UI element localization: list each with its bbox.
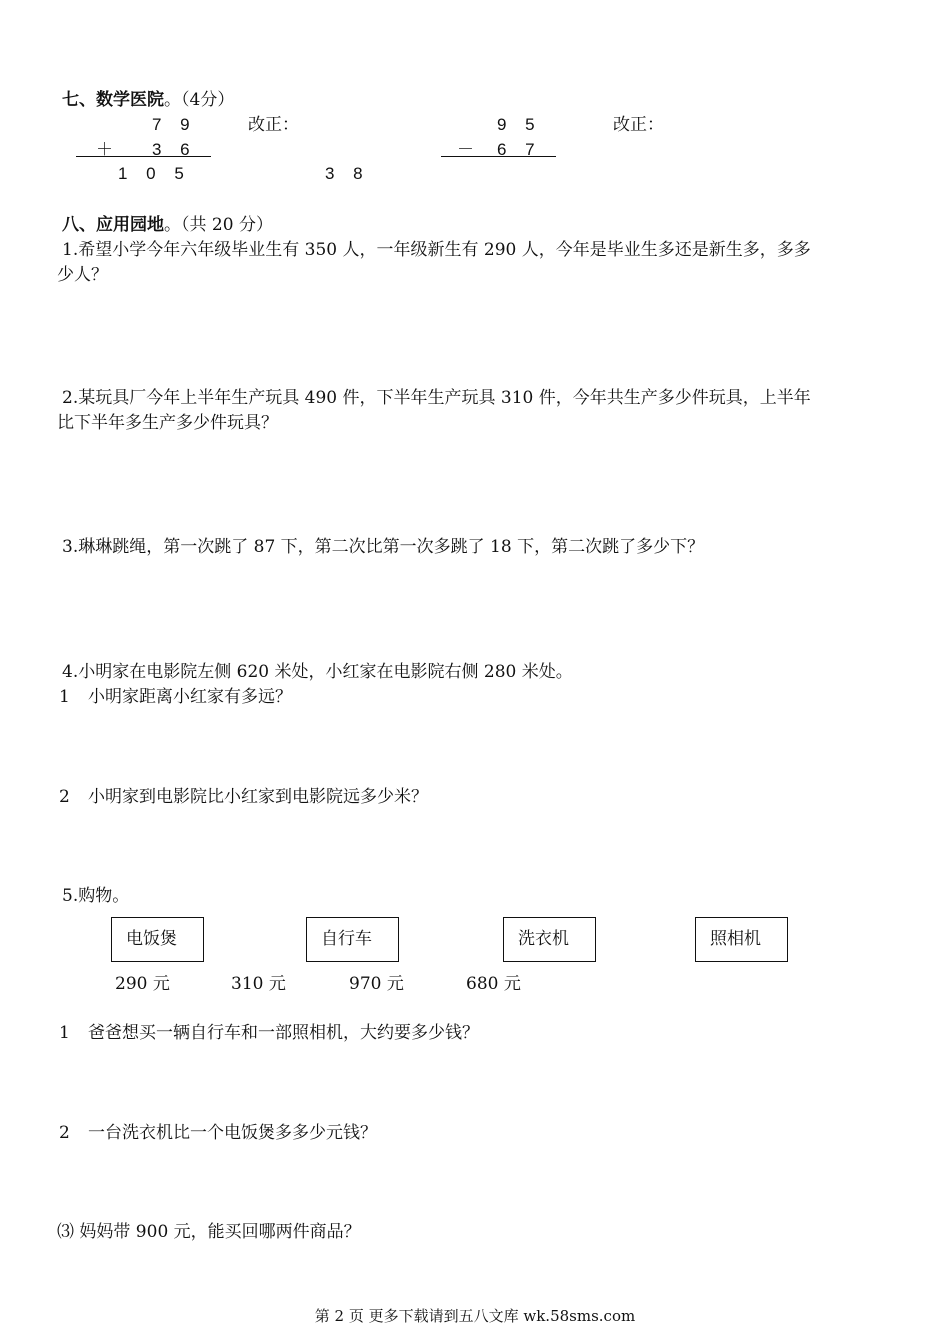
problem-b-result: 3 8 xyxy=(325,164,365,183)
q1-line2: 少人？ xyxy=(57,265,108,285)
item-box-washing-machine xyxy=(503,917,596,962)
problem-a-rule xyxy=(76,156,211,157)
q5-sub2-text: 一台洗衣机比一个电饭煲多多少元钱？ xyxy=(88,1123,377,1143)
problem-a-operator: ＋ xyxy=(96,140,113,160)
problem-b-bottom: 6 7 xyxy=(497,140,537,159)
q4-sub2-number: 2 xyxy=(59,787,70,807)
price-label: 680 元 xyxy=(466,974,521,994)
q4-line1: 4.小明家在电影院左侧 620 米处，小红家在电影院右侧 280 米处。 xyxy=(62,662,573,682)
item-box-bicycle xyxy=(306,917,399,962)
problem-b-top: 9 5 xyxy=(497,115,537,134)
section-7-heading xyxy=(62,89,234,111)
q5-title: 5.购物。 xyxy=(62,886,130,906)
item-box-rice-cooker xyxy=(111,917,204,962)
q4-sub1-text: 小明家距离小红家有多远？ xyxy=(88,687,292,707)
q3-line1: 3.琳琳跳绳，第一次跳了 87 下，第二次比第一次多跳了 18 下，第二次跳了多少下？ xyxy=(62,537,705,557)
problem-a-result: 1 0 5 xyxy=(118,164,186,183)
item-box-camera xyxy=(695,917,788,962)
q5-sub1-text: 爸爸想买一辆自行车和一部照相机，大约要多少钱？ xyxy=(88,1023,479,1043)
q5-sub3-text: ⑶ 妈妈带 900 元，能买回哪两件商品？ xyxy=(57,1222,361,1242)
problem-b-correction-label: 改正： xyxy=(613,115,664,135)
price-label: 310 元 xyxy=(231,974,286,994)
section-8-score: 。（共 20 分） xyxy=(164,215,273,235)
section-8-title: 八、应用园地 xyxy=(62,215,164,235)
q4-sub1-number: 1 xyxy=(59,687,70,707)
section-7-score: 。（4分） xyxy=(164,90,235,110)
q5-sub2-number: 2 xyxy=(59,1123,70,1143)
item-label: 照相机 xyxy=(710,929,761,949)
problem-a-correction-label: 改正： xyxy=(248,115,299,135)
item-label: 电饭煲 xyxy=(126,929,177,949)
section-7-title: 七、数学医院 xyxy=(62,90,164,110)
item-label: 洗衣机 xyxy=(518,929,569,949)
q4-sub2-text: 小明家到电影院比小红家到电影院远多少米？ xyxy=(88,787,428,807)
q1-line1: 1.希望小学今年六年级毕业生有 350 人，一年级新生有 290 人，今年是毕业生多还是新生多，多多 xyxy=(62,240,811,260)
item-label: 自行车 xyxy=(321,929,372,949)
q5-sub1-number: 1 xyxy=(59,1023,70,1043)
problem-b-rule xyxy=(441,156,556,157)
price-label: 970 元 xyxy=(349,974,404,994)
section-8-heading xyxy=(62,214,273,236)
problem-a-bottom: 3 6 xyxy=(152,140,192,159)
q2-line2: 比下半年多生产多少件玩具？ xyxy=(57,413,278,433)
page-footer: 第 2 页 更多下载请到五八文库 wk.58sms.com xyxy=(314,1307,636,1325)
problem-a-top: 7 9 xyxy=(152,115,192,134)
problem-b-operator: － xyxy=(457,140,474,160)
price-label: 290 元 xyxy=(115,974,170,994)
q2-line1: 2.某玩具厂今年上半年生产玩具 490 件，下半年生产玩具 310 件，今年共生产多少件玩具，上半年 xyxy=(62,388,811,408)
